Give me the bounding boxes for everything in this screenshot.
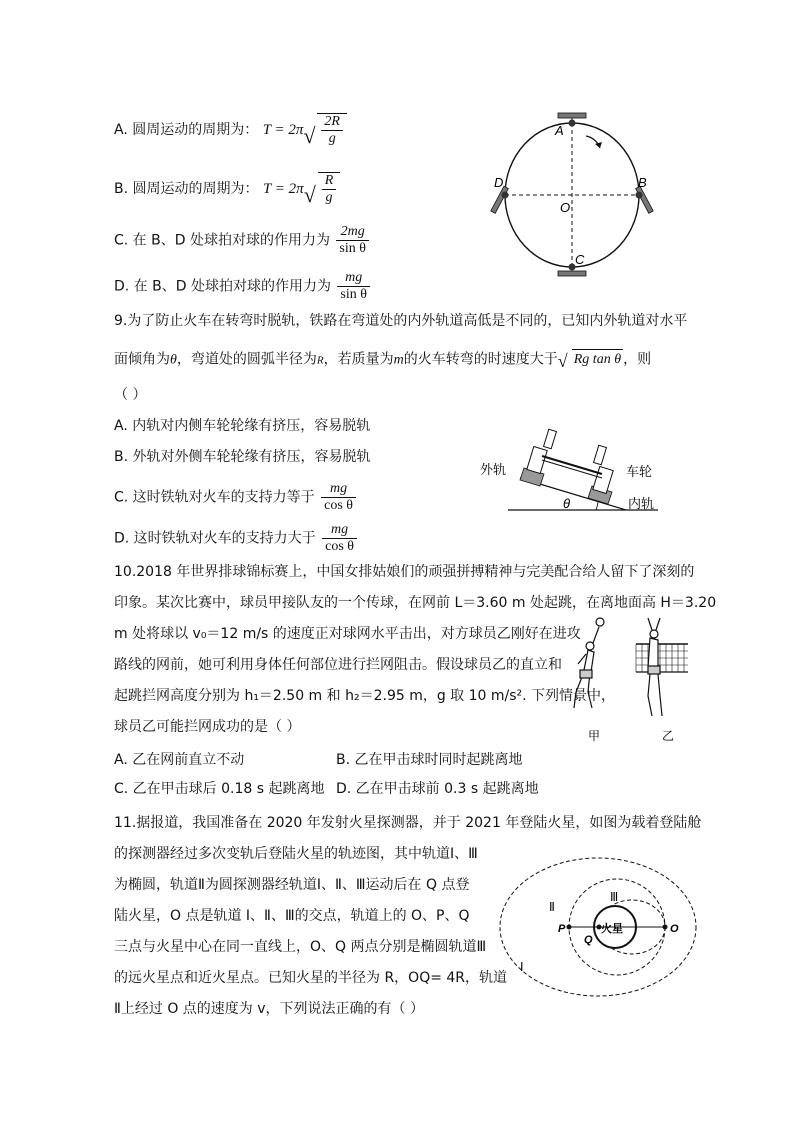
q9-stem-line1: 9.为了防止火车在转弯时脱轨，铁路在弯道处的内外轨道高低是不同的，已知内外轨道对水平 [114,313,688,329]
q8-circle-figure [488,108,658,278]
q8-option-b[interactable] [114,172,340,206]
q11-line4: 陆火星，O 点是轨道 Ⅰ、Ⅱ、Ⅲ的交点，轨道上的 O、P、Q [114,908,470,924]
ball-b [636,192,643,199]
label-q: Q [584,934,593,946]
bottom-paddle [558,271,586,276]
q8-option-b-sqrt: √ $\frac{R}{g}$ [304,172,341,206]
top-paddle [558,113,586,118]
q10-line2: 印象。某次比赛中，球员甲接队友的一个传球，在网前 L＝3.60 m 处起跳，在离地面高 H＝3.20 [114,595,717,611]
q8-option-c-text: C. 在 B、D 处球拍对球的作用力为 [114,232,330,249]
outer-wheel [527,446,547,473]
label-jia: 甲 [588,729,601,743]
q8-option-c[interactable] [114,224,371,257]
label-mars: 火星 [601,923,623,935]
q11-orbit-figure [496,853,701,998]
inner-wheel [593,466,613,493]
q10-line4: 路线的网前，她可利用身体任何部位进行拦网阻击。假设球员乙的直立和 [114,657,562,673]
label-o: O [560,200,571,215]
label-orbit-iii: Ⅲ [610,890,619,904]
point-o [663,925,668,930]
label-p: P [558,923,566,935]
q9-stem-line2: 面倾角为θ，弯道处的圆弧半径为R，若质量为m的火车转弯的时速度大于 √ Rg tan θ ，则 [114,351,652,371]
axle-block-top-left [544,429,557,449]
q10-volleyball-figure [566,612,696,747]
player-yi [648,618,662,716]
label-o: O [670,923,679,935]
q11-line5: 三点与火星中心在同一直线上，O、Q 两点分别是椭圆轨道Ⅲ [114,939,487,955]
q10-line6: 球员乙可能拦网成功的是（ ） [114,719,301,735]
label-b: B [638,175,647,190]
q8-option-a[interactable] [114,113,347,147]
axle [542,456,602,474]
label-outer-rail: 外轨 [480,462,507,477]
label-orbit-ii: Ⅱ [549,900,555,914]
q11-line1: 11.据报道，我国准备在 2020 年发射火星探测器，并于 2021 年登陆火星，如图为载着登陆舱 [114,815,702,831]
axle-block-top-right [594,445,607,465]
q10-line3: m 处将球以 v₀＝12 m/s 的速度正对球网水平击出，对方球员乙刚好在进攻 [114,626,581,642]
q11-line3: 为椭圆，轨道Ⅱ为圆探测器经轨道Ⅰ、Ⅱ、Ⅲ运动后在 Q 点登 [114,877,470,893]
q8-option-a-formula: T = 2π [262,122,304,138]
q11-line2: 的探测器经过多次变轨后登陆火星的轨迹图，其中轨道Ⅰ、Ⅲ [114,846,478,862]
q8-option-b-formula: T = 2π [262,181,304,197]
theta-arc [596,502,598,510]
q9-option-d-text: D. 这时铁轨对火车的支持力大于 [114,530,316,547]
q10-option-b[interactable]: B. 乙在甲击球时同时起跳离地 [336,752,523,768]
q11-line7: Ⅱ上经过 O 点的速度为 v，下列说法正确的有（ ） [114,1001,424,1017]
q8-option-c-fraction: $\frac{2mg}{\text{sin θ}}$ [336,224,369,257]
q9-option-c-fraction: $\frac{mg}{\text{cos θ}}$ [321,481,356,514]
label-inner-rail: 内轨 [628,496,655,511]
q9-option-b[interactable]: B. 外轨对外侧车轮轮缘有挤压，容易脱轨 [114,449,371,465]
label-d: D [494,175,504,190]
label-c: C [575,252,585,267]
q8-option-a-sqrt: √ $\frac{2R}{g}$ [303,113,347,147]
q10-line5: 起跳拦网高度分别为 h₁＝2.50 m 和 h₂＝2.95 m，g 取 10 m/s². 下列情景中， [114,688,616,704]
q9-option-c[interactable] [114,481,358,514]
ball-a [569,120,576,127]
q8-option-d-text: D. 在 B、D 处球拍对球的作用力为 [114,278,331,295]
label-a: A [555,123,564,138]
q9-option-d-fraction: $\frac{mg}{\text{cos θ}}$ [322,522,357,555]
q8-option-a-text: A. 圆周运动的周期为： [114,122,259,138]
q11-line6: 的远火星点和近火星点。已知火星的半径为 R，OQ= 4R，轨道 [114,970,508,986]
q9-option-c-text: C. 这时铁轨对火车的支持力等于 [114,489,315,506]
q10-line1: 10.2018 年世界排球锦标赛上，中国女排姑娘们的顽强拼搏精神与完美配合给人留下了深刻的 [114,564,695,580]
q9-option-a[interactable]: A. 内轨对内侧车轮轮缘有挤压，容易脱轨 [114,418,371,434]
player-jia [574,618,604,708]
label-yi: 乙 [662,729,675,743]
q10-option-a[interactable]: A. 乙在网前直立不动 [114,752,245,768]
q8-option-b-text: B. 圆周运动的周期为： [114,181,259,197]
q9-option-d[interactable] [114,522,359,555]
q9-answer-blank: （ ） [114,387,147,403]
q9-speed-sqrt: √ Rg tan θ [557,351,622,371]
volleyball-net [636,644,688,672]
label-wheel: 车轮 [626,464,653,479]
q10-option-d[interactable]: D. 乙在甲击球前 0.3 s 起跳离地 [336,781,539,797]
label-theta: θ [563,496,571,511]
point-p [567,925,572,930]
volleyball [596,618,604,626]
label-orbit-i: Ⅰ [520,960,524,974]
q9-rail-figure [478,428,678,518]
q10-option-c[interactable]: C. 乙在甲击球后 0.18 s 起跳离地 [114,781,325,797]
q8-option-d-fraction: $\frac{mg}{\text{sin θ}}$ [337,270,370,303]
ball-d [502,192,509,199]
q8-option-d[interactable] [114,270,372,303]
